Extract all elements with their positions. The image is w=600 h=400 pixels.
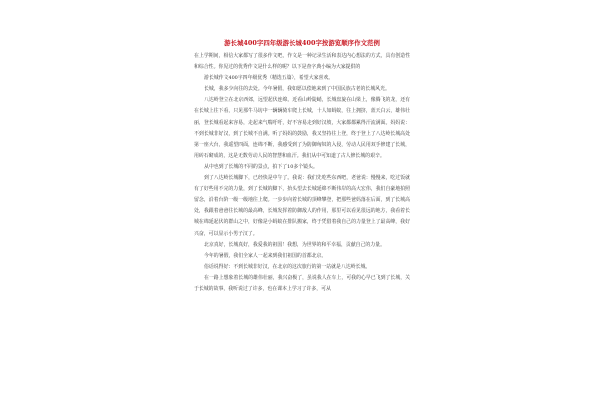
paragraph: 今年的暑假，我们全家人一起来到我们祖国的首都北京。 xyxy=(204,252,327,259)
paragraph: 在一路上想象着长城的雄伟壮丽，我兴奋极了，虽说我人在车上，可我的心早已飞到了长城，关于长城的故事，我听说过了许多，也在课本上学习了许多，可从 xyxy=(194,274,410,292)
paragraph: 俗话说得好：不到长城非好汉，在北京的这次旅行的第一站就是八达岭长城。 xyxy=(204,263,371,270)
paragraph: 游长城作文400字四年级优秀（精选五篇），希望大家喜欢。 xyxy=(204,75,334,82)
paragraph: 从中也到了长城的不同的景点，拍下了10多个镜头。 xyxy=(204,163,318,170)
paragraph: 八达岭登立在北京西郊，远望起伏连绵。近看山岭陡峭，长城盘旋在山梁上，像腾飞的龙，还有在长城上往下看，只见那牛马坊中一辆辆骑车爬上长城，十人如蚂蚁，往上拥挤，蓝天白云，雄伟壮丽，登长城看起来容易，走起来气喘吁吁，好不容易走到好汉坡，大家都都累得汗流满面。妈妈说：不到长城非好汉，到了长城不自满。听了妈妈的鼓励，我又坚持往上登，终于登上了八达岭长城高处第一座大台，我遥望四面，连绵不断，我感受到了为防御匈奴的入侵，劳动人民用双手修建了长城，用砖石砌成的，这是无数劳动人民的智慧和血汗。我们从中可知道了古人修长城的艰辛。 xyxy=(194,97,410,159)
paragraph: 到了八达岭长城脚下，已经快是中午了。我说：我们先吃些东西吧，老爸说：慢慢来，吃过饭就有了好些用不完的力量，到了长城的脚下，抬头望去长城延绵不断伟岸的高大宏伟，我们自豪地拍照留念，沿着台阶一级一级地往上爬。一步步向着长城的顶峰攀登，把那些爸妈落在后面，到了长城高处，我跟着爸爸往长城的最高峰，长城发挥着防御敌人的作用，那里可以看见很远的地方，我看着长城在绵延起伏的群山之中，好像是小蚂蚁在排队搬家，终于凭借着我自己的力量登上了最高峰，我好兴奋，可以显示小男子汉了。 xyxy=(194,175,410,237)
document-page xyxy=(190,0,414,400)
document-body xyxy=(194,51,410,400)
document-title: 游长城400字四年级游长城400字按游览顺序作文范例 xyxy=(224,39,380,47)
paragraph: 在上学期间，相信大家都写了很多作文吧，作文是一种记录生活和表达内心想法的方式，具有创造性和综合性。你见过的优秀作文是什么样的呢？以下是查字典小编为大家提供的 xyxy=(194,53,410,71)
paragraph: 北京真好，长城真好，我爱我的祖国！我想，为世界的和平幸福，贡献自己的力量。 xyxy=(204,241,385,248)
paragraph: 长城，我多少向往的去处。今年暑假，我如愿以偿地来到了中国民族古老的长城风光。 xyxy=(204,86,390,93)
